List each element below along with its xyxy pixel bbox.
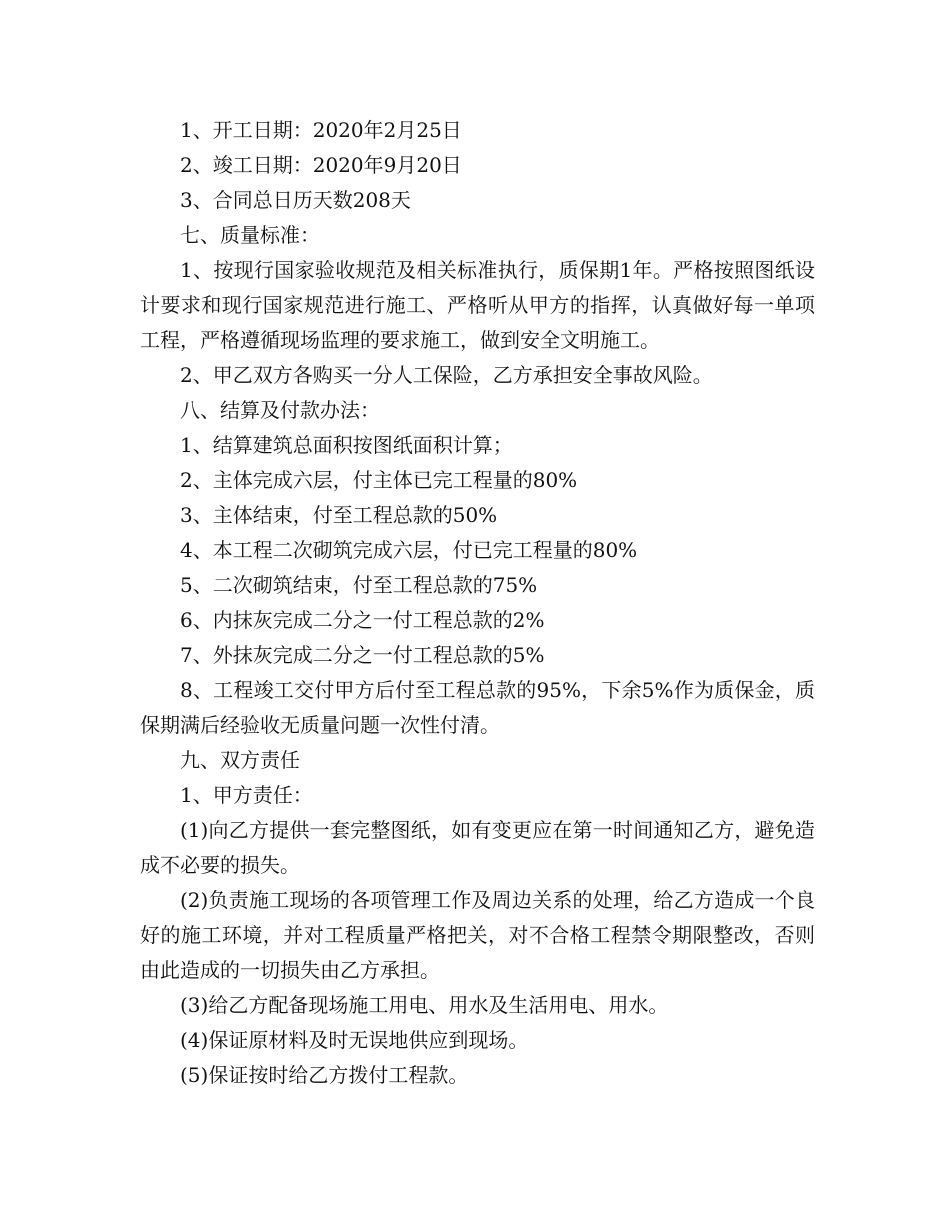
settlement-clause-5: 5、二次砌筑结束，付至工程总款的75% [180, 573, 538, 597]
party-a-item-3: (3)给乙方配备现场施工用电、用水及生活用电、用水。 [180, 993, 669, 1017]
settlement-clause-6: 6、内抹灰完成二分之一付工程总款的2% [180, 608, 545, 632]
section-heading-responsibilities: 九、双方责任 [180, 748, 300, 772]
settlement-clause-4: 4、本工程二次砌筑完成六层，付已完工程量的80% [180, 538, 638, 562]
document-body [140, 113, 815, 1093]
quality-clause-1: 1、按现行国家验收规范及相关标准执行，质保期1年。严格按照图纸设计要求和现行国家规范进行施工、严格听从甲方的指挥，认真做好每一单项工程，严格遵循现场监理的要求施工，做到安全文明施工。 [140, 258, 815, 352]
settlement-clause-7: 7、外抹灰完成二分之一付工程总款的5% [180, 643, 545, 667]
party-a-responsibilities-heading: 1、甲方责任： [180, 783, 313, 807]
quality-clause-2: 2、甲乙双方各购买一分人工保险，乙方承担安全事故风险。 [180, 363, 713, 387]
section-heading-quality: 七、质量标准： [180, 223, 320, 247]
party-a-item-2: (2)负责施工现场的各项管理工作及周边关系的处理，给乙方造成一个良好的施工环境，并对工程质量严格把关，对不合格工程禁令期限整改，否则由此造成的一切损失由乙方承担。 [140, 888, 815, 982]
calendar-days-item: 3、合同总日历天数208天 [180, 188, 411, 212]
completion-date-item: 2、竣工日期：2020年9月20日 [180, 153, 462, 177]
settlement-clause-3: 3、主体结束，付至工程总款的50% [180, 503, 498, 527]
section-heading-settlement: 八、结算及付款办法： [180, 398, 380, 422]
party-a-item-1: (1)向乙方提供一套完整图纸，如有变更应在第一时间通知乙方，避免造成不必要的损失。 [140, 818, 815, 877]
settlement-clause-2: 2、主体完成六层，付主体已完工程量的80% [180, 468, 578, 492]
party-a-item-4: (4)保证原材料及时无误地供应到现场。 [180, 1028, 529, 1052]
start-date-item: 1、开工日期：2020年2月25日 [180, 118, 462, 142]
settlement-clause-1: 1、结算建筑总面积按图纸面积计算； [180, 433, 513, 457]
settlement-clause-8: 8、工程竣工交付甲方后付至工程总款的95%，下余5%作为质保金，质保期满后经验收无质量问题一次性付清。 [140, 678, 815, 737]
party-a-item-5: (5)保证按时给乙方拨付工程款。 [180, 1063, 469, 1087]
